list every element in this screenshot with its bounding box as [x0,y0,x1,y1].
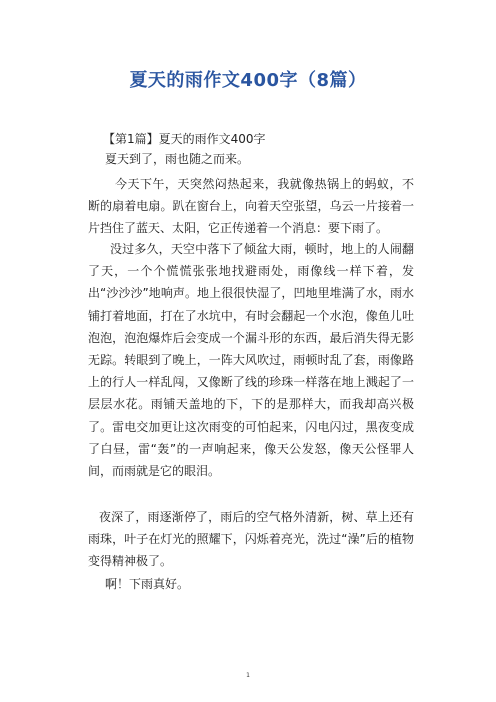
section-heading: 【第1篇】夏天的雨作文400字 [103,132,266,146]
paragraph-3: 没过多久，天空中落下了倾盆大雨，顿时，地上的人闹翻了天，一个个慌慌张张地找避雨处，雨像线一样下着，发出“沙沙沙”地响声。地上很很快湿了，凹地里堆满了水，雨水铺打着地面，打在了水坑中，有时会翻起一个水泡，像鱼儿吐泡泡，泡泡爆炸后会变成一个漏斗形的东西，最后消失得无影无踪。转眼到了晚上，一阵大风吹过，雨顿时乱了套，雨像路上的行人一样乱闯，又像断了线的珍珠一样落在地上溅起了一层层水花。雨铺天盖地的下，下的是那样大，而我却高兴极了。雷电交加更让这次雨变的可怕起来，闪电闪过，黑夜变成了白昼，雷“轰”的一声响起来，像天公发怒，像天公怪罪人间，而雨就是它的眼泪。 [88,242,414,479]
paragraph-1: 夏天到了，雨也随之而来。 [105,152,250,166]
page-number: 1 [246,672,250,679]
paragraph-2: 今天下午，天突然闷热起来，我就像热锅上的蚂蚁，不断的扇着电扇。趴在窗台上，向着天空张望，乌云一片接着一片挡住了蓝天、太阳，它正传递着一个消息：要下雨了。 [88,177,414,236]
document-title: 夏天的雨作文400字（8篇） [129,70,367,91]
paragraph-5: 啊！下雨真好。 [105,577,190,591]
paragraph-4: 夜深了，雨逐渐停了，雨后的空气格外清新，树、草上还有雨珠，叶子在灯光的照耀下，闪烁着亮光，洗过“澡”后的植物变得精神极了。 [88,510,414,569]
